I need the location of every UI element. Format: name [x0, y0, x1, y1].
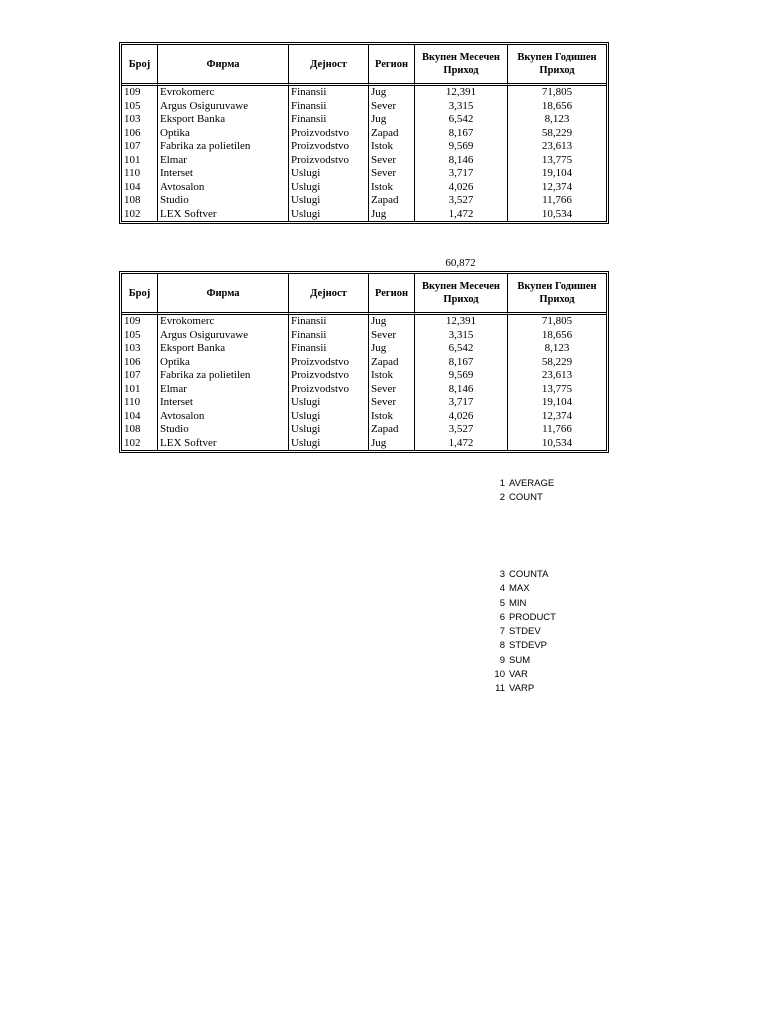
function-name: AVERAGE	[509, 478, 555, 489]
cell-yearly-income: 8,123	[544, 113, 570, 126]
cell-monthly-income: 12,391	[415, 86, 508, 100]
cell-company: Fabrika za polietilen	[158, 369, 289, 383]
cell-company: Evrokomerc	[158, 86, 289, 100]
function-number: 9	[499, 654, 505, 666]
cell-monthly-income: 6,542	[415, 113, 508, 127]
table-row	[122, 410, 606, 424]
header-region: Регион	[369, 274, 415, 315]
cell-monthly-income: 8,146	[415, 154, 508, 168]
cell-number: 107	[122, 369, 158, 383]
cell-activity: Proizvodstvo	[289, 127, 369, 141]
cell-activity: Finansii	[289, 315, 369, 329]
function-name: VARP	[509, 683, 535, 695]
cell-number: 108	[122, 423, 158, 437]
cell-yearly-income: 10,534	[541, 436, 573, 449]
table-row	[122, 86, 606, 100]
cell-monthly-income: 9,569	[415, 140, 508, 154]
function-item	[488, 611, 578, 625]
cell-yearly-income: 11,766	[542, 423, 572, 436]
cell-region: Istok	[369, 181, 415, 195]
cell-region: Jug	[369, 342, 415, 356]
table-row	[122, 208, 606, 222]
cell-activity: Finansii	[289, 100, 369, 114]
cell-region: Istok	[369, 410, 415, 424]
cell-activity: Uslugi	[289, 208, 369, 222]
function-number: 4	[499, 583, 505, 595]
header-company: Фирма	[158, 274, 289, 315]
cell-company: Avtosalon	[158, 181, 289, 195]
cell-monthly-income: 3,527	[415, 194, 508, 208]
cell-region: Sever	[369, 329, 415, 343]
cell-yearly-income: 58,229	[541, 126, 573, 139]
cell-activity: Finansii	[289, 342, 369, 356]
function-number: 3	[499, 569, 505, 580]
table-row	[122, 437, 606, 451]
function-name: MIN	[509, 597, 527, 609]
function-number: 10	[494, 669, 505, 681]
cell-company: Optika	[158, 127, 289, 141]
function-number: 7	[499, 626, 505, 638]
table-row	[122, 140, 606, 154]
table-row	[122, 167, 606, 181]
function-item	[488, 625, 578, 639]
cell-monthly-income: 4,026	[415, 181, 508, 195]
cell-number: 108	[122, 194, 158, 208]
cell-yearly-income: 71,805	[541, 315, 573, 328]
function-name: STDEVP	[509, 640, 548, 652]
table-row	[122, 396, 606, 410]
cell-company: Eksport Banka	[158, 113, 289, 127]
cell-region: Istok	[369, 140, 415, 154]
table-row	[122, 383, 606, 397]
header-yearly-income: Вкупен Годишен Приход	[508, 274, 606, 315]
table-row	[122, 127, 606, 141]
cell-number: 106	[122, 127, 158, 141]
cell-number: 109	[122, 315, 158, 329]
cell-activity: Proizvodstvo	[289, 356, 369, 370]
function-number: 11	[495, 683, 505, 695]
cell-number: 104	[122, 410, 158, 424]
cell-number: 110	[122, 167, 158, 181]
cell-number: 101	[122, 383, 158, 397]
cell-yearly-income: 12,374	[541, 180, 573, 193]
function-name: COUNTA	[509, 569, 549, 580]
function-name: VAR	[509, 669, 528, 681]
function-name: PRODUCT	[509, 611, 556, 623]
cell-yearly-income: 19,104	[541, 167, 573, 180]
cell-activity: Uslugi	[289, 437, 369, 451]
cell-region: Sever	[369, 167, 415, 181]
table-row	[122, 113, 606, 127]
cell-yearly-income: 18,656	[541, 99, 573, 112]
table-row	[122, 315, 606, 329]
table-row	[122, 342, 606, 356]
cell-monthly-income: 1,472	[415, 437, 508, 451]
cell-company: Fabrika za polietilen	[158, 140, 289, 154]
header-company: Фирма	[158, 45, 289, 86]
cell-company: Studio	[158, 194, 289, 208]
cell-region: Sever	[369, 396, 415, 410]
cell-number: 103	[122, 342, 158, 356]
function-item	[488, 477, 578, 491]
cell-number: 103	[122, 113, 158, 127]
cell-number: 106	[122, 356, 158, 370]
cell-monthly-income: 1,472	[415, 208, 508, 222]
function-item	[488, 491, 578, 505]
header-row	[122, 274, 606, 315]
cell-monthly-income: 8,167	[415, 356, 508, 370]
cell-monthly-income: 3,527	[415, 423, 508, 437]
cell-yearly-income: 19,104	[541, 396, 573, 409]
function-name: SUM	[509, 654, 531, 666]
table-row	[122, 181, 606, 195]
function-number: 2	[499, 492, 505, 504]
cell-yearly-income: 13,775	[541, 153, 573, 166]
cell-monthly-income: 8,146	[415, 383, 508, 397]
cell-activity: Proizvodstvo	[289, 369, 369, 383]
header-activity: Дејност	[289, 274, 369, 315]
header-number: Број	[122, 274, 158, 315]
header-row	[122, 45, 606, 86]
cell-activity: Uslugi	[289, 396, 369, 410]
function-item	[488, 639, 578, 653]
table-row	[122, 100, 606, 114]
cell-number: 101	[122, 154, 158, 168]
table-body	[122, 86, 606, 221]
cell-activity: Uslugi	[289, 167, 369, 181]
cell-monthly-income: 3,717	[415, 167, 508, 181]
cell-activity: Uslugi	[289, 181, 369, 195]
cell-region: Zapad	[369, 356, 415, 370]
cell-region: Jug	[369, 315, 415, 329]
cell-monthly-income: 12,391	[415, 315, 508, 329]
function-item	[488, 582, 578, 596]
cell-company: Interset	[158, 167, 289, 181]
cell-region: Sever	[369, 154, 415, 168]
cell-monthly-income: 3,315	[415, 329, 508, 343]
function-name: STDEV	[509, 626, 541, 638]
cell-yearly-income: 13,775	[541, 382, 573, 395]
cell-company: Eksport Banka	[158, 342, 289, 356]
cell-company: Avtosalon	[158, 410, 289, 424]
cell-yearly-income: 18,656	[541, 328, 573, 341]
cell-region: Jug	[369, 113, 415, 127]
cell-yearly-income: 23,613	[541, 140, 573, 153]
header-activity: Дејност	[289, 45, 369, 86]
cell-region: Istok	[369, 369, 415, 383]
cell-company: Optika	[158, 356, 289, 370]
cell-company: Elmar	[158, 383, 289, 397]
cell-activity: Proizvodstvo	[289, 383, 369, 397]
table-body	[122, 315, 606, 450]
cell-number: 104	[122, 181, 158, 195]
cell-company: Studio	[158, 423, 289, 437]
cell-number: 105	[122, 329, 158, 343]
function-name: MAX	[509, 583, 530, 595]
cell-region: Sever	[369, 100, 415, 114]
monthly-income-total: 60,872	[445, 257, 476, 269]
function-number: 6	[499, 611, 505, 623]
cell-company: Argus Osiguruvawe	[158, 100, 289, 114]
function-number: 5	[499, 597, 505, 609]
cell-monthly-income: 9,569	[415, 369, 508, 383]
function-item	[488, 682, 578, 696]
cell-activity: Finansii	[289, 329, 369, 343]
cell-region: Jug	[369, 86, 415, 100]
cell-monthly-income: 8,167	[415, 127, 508, 141]
cell-yearly-income: 58,229	[541, 355, 573, 368]
function-item	[488, 654, 578, 668]
header-monthly-income: Вкупен Месечен Приход	[415, 274, 508, 315]
cell-monthly-income: 3,315	[415, 100, 508, 114]
cell-region: Jug	[369, 437, 415, 451]
cell-region: Zapad	[369, 127, 415, 141]
function-name: COUNT	[509, 492, 543, 504]
cell-number: 105	[122, 100, 158, 114]
cell-number: 110	[122, 396, 158, 410]
table-row	[122, 329, 606, 343]
function-item	[488, 668, 578, 682]
cell-yearly-income: 23,613	[541, 369, 573, 382]
cell-yearly-income: 12,374	[541, 409, 573, 422]
cell-activity: Proizvodstvo	[289, 154, 369, 168]
header-monthly-income: Вкупен Месечен Приход	[415, 45, 508, 86]
function-item	[488, 597, 578, 611]
cell-yearly-income: 71,805	[541, 86, 573, 99]
cell-yearly-income: 11,766	[542, 194, 572, 207]
cell-yearly-income: 8,123	[544, 342, 570, 355]
function-item	[488, 568, 578, 582]
cell-number: 102	[122, 208, 158, 222]
cell-yearly-income: 10,534	[541, 207, 573, 220]
cell-number: 109	[122, 86, 158, 100]
table-row	[122, 194, 606, 208]
header-yearly-income: Вкупен Годишен Приход	[508, 45, 606, 86]
function-number: 1	[499, 478, 505, 489]
cell-company: Interset	[158, 396, 289, 410]
function-list-a	[488, 477, 578, 506]
cell-activity: Proizvodstvo	[289, 140, 369, 154]
cell-region: Jug	[369, 208, 415, 222]
cell-company: LEX Softver	[158, 437, 289, 451]
cell-number: 107	[122, 140, 158, 154]
company-table-1	[119, 42, 609, 224]
cell-company: Elmar	[158, 154, 289, 168]
cell-monthly-income: 4,026	[415, 410, 508, 424]
cell-region: Zapad	[369, 194, 415, 208]
function-number: 8	[499, 640, 505, 652]
cell-region: Sever	[369, 383, 415, 397]
company-table-2	[119, 271, 609, 453]
cell-number: 102	[122, 437, 158, 451]
table-row	[122, 423, 606, 437]
cell-monthly-income: 6,542	[415, 342, 508, 356]
cell-company: Evrokomerc	[158, 315, 289, 329]
header-number: Број	[122, 45, 158, 86]
cell-region: Zapad	[369, 423, 415, 437]
cell-activity: Finansii	[289, 86, 369, 100]
function-list-b	[488, 568, 578, 697]
cell-company: Argus Osiguruvawe	[158, 329, 289, 343]
table-row	[122, 356, 606, 370]
cell-activity: Finansii	[289, 113, 369, 127]
table-row	[122, 154, 606, 168]
header-region: Регион	[369, 45, 415, 86]
cell-activity: Uslugi	[289, 194, 369, 208]
cell-activity: Uslugi	[289, 423, 369, 437]
cell-company: LEX Softver	[158, 208, 289, 222]
cell-activity: Uslugi	[289, 410, 369, 424]
table-row	[122, 369, 606, 383]
cell-monthly-income: 3,717	[415, 396, 508, 410]
